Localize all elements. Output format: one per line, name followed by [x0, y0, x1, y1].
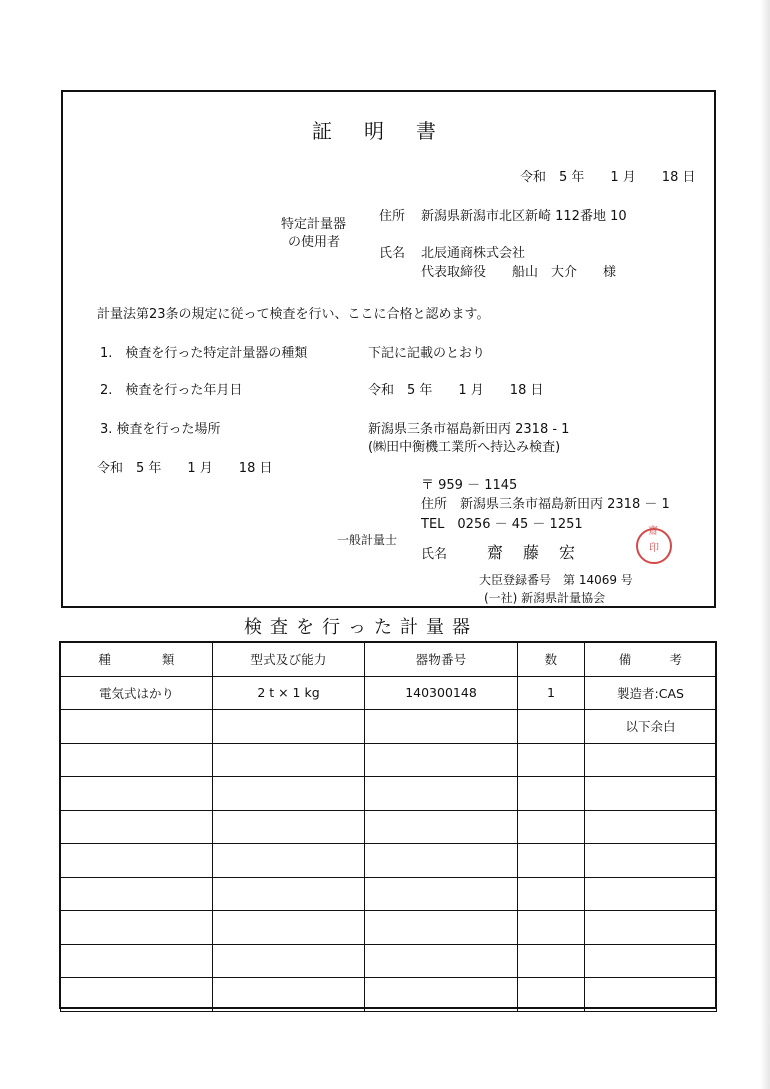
cell-quantity: [518, 978, 585, 1012]
cell-remarks: [585, 877, 717, 911]
table-row: [61, 710, 717, 744]
cell-type: [61, 743, 213, 777]
item-3-label: 3. 検査を行った場所: [100, 422, 221, 437]
measurer-name-label: 氏名: [421, 547, 448, 562]
cell-remarks: [585, 777, 717, 811]
item-2-value: 令和 5 年 1 月 18 日: [368, 383, 544, 398]
cell-type: [61, 810, 213, 844]
col-type: 種 類: [61, 643, 213, 677]
col-serial: 器物番号: [365, 643, 518, 677]
cell-model: [213, 911, 365, 945]
cell-type: [61, 844, 213, 878]
cell-type: [61, 911, 213, 945]
certificate-date: 令和 5 年 1 月 18 日: [520, 170, 696, 185]
name-label: 氏名: [379, 246, 406, 261]
cell-serial: [365, 777, 518, 811]
table-row: [61, 978, 717, 1012]
cell-model: [213, 743, 365, 777]
table-row: [61, 777, 717, 811]
table-header-row: [61, 643, 717, 677]
item-3-value-note: (㈱田中衡機工業所へ持込み検査): [368, 440, 561, 455]
cell-model: [213, 777, 365, 811]
seal-name: 齋: [648, 526, 658, 537]
item-2-label: 2. 検査を行った年月日: [100, 383, 243, 398]
cell-serial: [365, 944, 518, 978]
cell-model: [213, 810, 365, 844]
cell-serial: [365, 810, 518, 844]
table-row: [61, 844, 717, 878]
address-label: 住所: [379, 209, 406, 224]
company-name: 北辰通商株式会社: [421, 246, 526, 261]
cell-remarks: [585, 810, 717, 844]
measurer-address: 住所 新潟県三条市福島新田丙 2318 － 1: [421, 497, 670, 512]
cell-serial: [365, 710, 518, 744]
col-remarks: 備 考: [585, 643, 717, 677]
cell-model: [213, 844, 365, 878]
cell-model: [213, 877, 365, 911]
cell-type: [61, 978, 213, 1012]
col-quantity: 数: [518, 643, 585, 677]
cell-remarks: [585, 944, 717, 978]
cell-quantity: [518, 844, 585, 878]
measurer-postal: 〒 959 － 1145: [421, 478, 518, 493]
cell-quantity: [518, 911, 585, 945]
issue-date: 令和 5 年 1 月 18 日: [97, 461, 273, 476]
cell-quantity: [518, 710, 585, 744]
item-3-value: 新潟県三条市福島新田丙 2318 - 1: [368, 422, 570, 437]
inspection-table: [60, 642, 717, 1012]
table-row: [61, 944, 717, 978]
page-edge: [760, 0, 770, 1089]
cell-serial: [365, 978, 518, 1012]
user-label-line2: の使用者: [288, 235, 341, 250]
cell-remarks: [585, 743, 717, 777]
cell-remarks: 以下余白: [585, 710, 717, 744]
user-label-line1: 特定計量器: [281, 217, 347, 232]
cell-serial: 140300148: [365, 676, 518, 710]
certificate-title: 証 明 書: [312, 119, 442, 143]
cell-quantity: 1: [518, 676, 585, 710]
cell-quantity: [518, 877, 585, 911]
measurer-name: 齋 藤 宏: [487, 543, 578, 562]
cell-quantity: [518, 743, 585, 777]
cell-serial: [365, 844, 518, 878]
item-1-label: 1. 検査を行った特定計量器の種類: [100, 346, 308, 361]
cell-type: [61, 777, 213, 811]
cell-remarks: [585, 911, 717, 945]
measurer-tel: TEL 0256 － 45 － 1251: [421, 517, 583, 532]
cell-quantity: [518, 777, 585, 811]
measurer-role: 一般計量士: [337, 533, 398, 547]
col-model: 型式及び能力: [213, 643, 365, 677]
inspection-heading: 検査を行った計量器: [244, 617, 478, 638]
cell-model: [213, 978, 365, 1012]
statement: 計量法第23条の規定に従って検査を行い、ここに合格と認めます。: [97, 307, 490, 322]
table-row: [61, 743, 717, 777]
seal-stamp: [636, 528, 672, 564]
address-value: 新潟県新潟市北区新崎 112番地 10: [421, 209, 627, 224]
cell-type: [61, 944, 213, 978]
representative-name: 代表取締役 船山 大介 様: [421, 265, 617, 280]
cell-remarks: [585, 844, 717, 878]
cell-model: [213, 710, 365, 744]
cell-serial: [365, 911, 518, 945]
registration-number: 大臣登録番号 第 14069 号: [479, 573, 633, 587]
item-1-value: 下記に記載のとおり: [368, 346, 486, 361]
table-row: [61, 877, 717, 911]
cell-serial: [365, 743, 518, 777]
cell-quantity: [518, 810, 585, 844]
cell-quantity: [518, 944, 585, 978]
association-name: (一社) 新潟県計量協会: [484, 591, 606, 605]
cell-remarks: [585, 978, 717, 1012]
cell-type: [61, 710, 213, 744]
cell-model: 2 t × 1 kg: [213, 676, 365, 710]
cell-type: 電気式はかり: [61, 676, 213, 710]
table-row: [61, 810, 717, 844]
cell-remarks: 製造者:CAS: [585, 676, 717, 710]
table-row: [61, 911, 717, 945]
cell-type: [61, 877, 213, 911]
cell-model: [213, 944, 365, 978]
seal-text: 印: [649, 542, 659, 554]
cell-serial: [365, 877, 518, 911]
table-row: [61, 676, 717, 710]
